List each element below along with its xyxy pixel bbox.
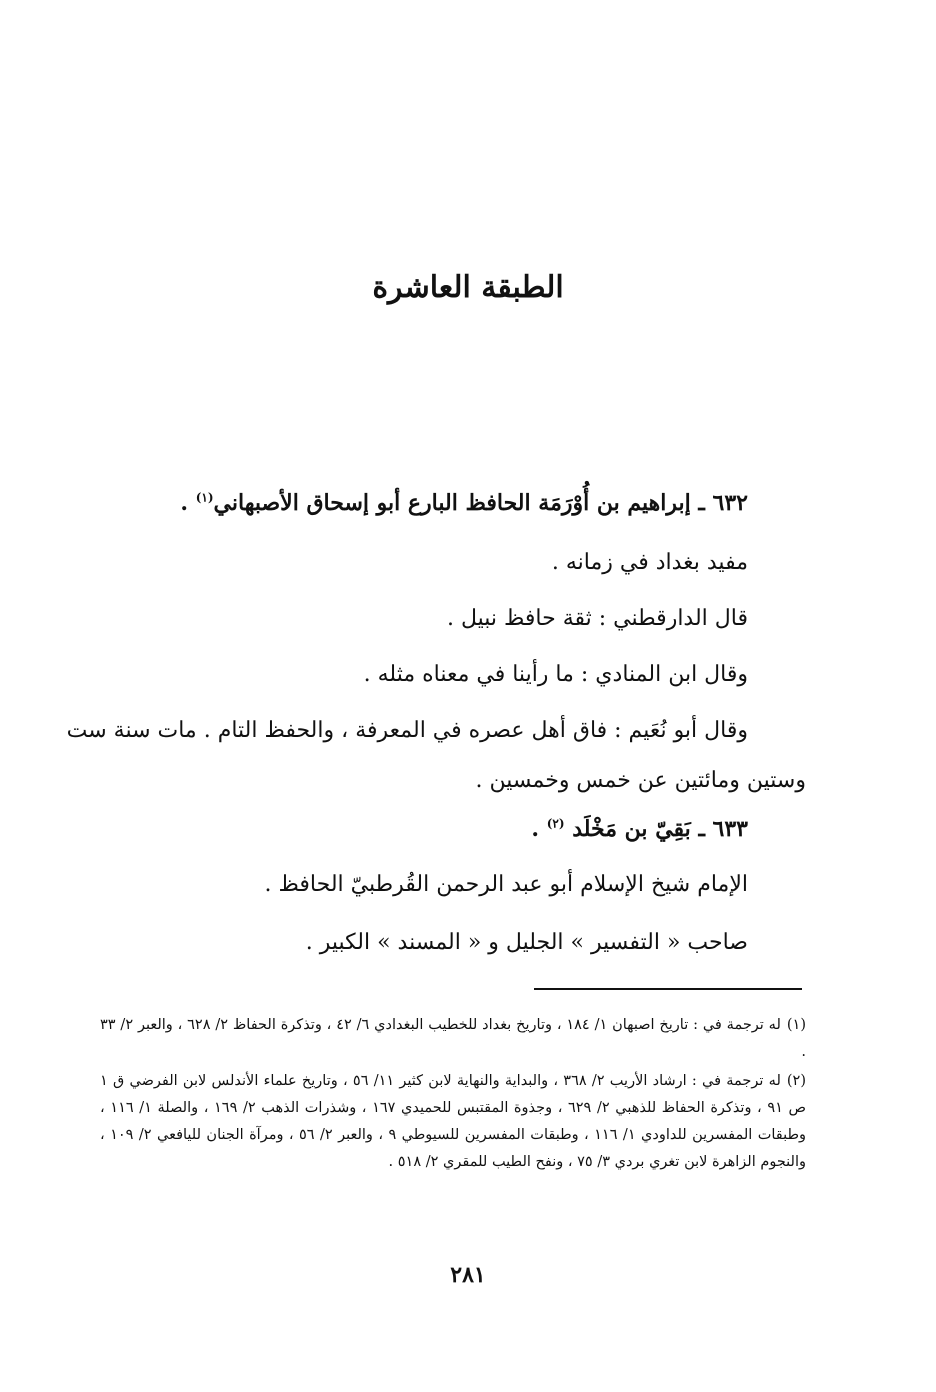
entry-632-line-1: مفيد بغداد في زمانه . bbox=[551, 550, 748, 575]
page-number: ٢٨١ bbox=[450, 1262, 486, 1288]
entry-632-title-text: ٦٣٢ ـ إبراهيم بن أُوْرَمَة الحافظ البارع أبو إسحاق الأصبهاني bbox=[213, 490, 748, 516]
entry-632-line-5: وستين ومائتين عن خمس وخمسين . bbox=[475, 768, 806, 793]
footnote-1-number: (١) bbox=[786, 1017, 807, 1033]
entry-632-line-2: قال الدارقطني : ثقة حافظ نبيل . bbox=[446, 606, 748, 631]
entry-633-title-text: ٦٣٣ ـ بَقِيّ بن مَخْلَد bbox=[572, 816, 748, 842]
entry-632-title bbox=[180, 490, 748, 516]
footnote-1-text: له ترجمة في : تاريخ اصبهان ١/ ١٨٤ ، وتاريخ بغداد للخطيب البغدادي ٦/ ٤٢ ، وتذكرة الحفاظ ٢/ ٦٢٨ ، والعبر ٢/ ٣٣ . bbox=[100, 1017, 806, 1060]
footnote-1 bbox=[100, 1012, 806, 1066]
entry-633-line-1: الإمام شيخ الإسلام أبو عبد الرحمن القُرطبيّ الحافظ . bbox=[264, 872, 748, 897]
footnote-2-text: له ترجمة في : ارشاد الأريب ٢/ ٣٦٨ ، والبداية والنهاية لابن كثير ١١/ ٥٦ ، وتاريخ علماء الأندلس لابن الفرضي ق ١ ص ٩١ ، وتذكرة الحفاظ للذهبي ٢/ ٦٢٩ ، وجذوة المقتبس للحميدي ١٦٧ ، وشذرات الذهب ٢/ ١٦٩ ، والصلة ١/ ١١٦ ، وطبقات المفسرين للداودي ١/ ١١٦ ، وطبقات المفسرين للسيوطي ٩ ، والعبر ٢/ ٥٦ ، ومرآة الجنان لليافعي ٢/ ١٠٩ ، والنجوم الزاهرة لابن تغري بردي ٣/ ٧٥ ، ونفح الطيب للمقري ٢/ ٥١٨ . bbox=[100, 1073, 807, 1170]
entry-633-title bbox=[531, 816, 748, 842]
entry-633-line-2: صاحب « التفسير » الجليل و « المسند » الكبير . bbox=[305, 930, 748, 955]
entry-632-title-end: . bbox=[180, 490, 196, 516]
footnote-separator bbox=[534, 988, 802, 990]
footnote-ref-1: (١) bbox=[195, 490, 214, 505]
footnote-ref-2: (٢) bbox=[546, 816, 565, 831]
chapter-heading: الطبقة العاشرة bbox=[372, 270, 564, 305]
entry-632-line-3: وقال ابن المنادي : ما رأينا في معناه مثله . bbox=[363, 662, 748, 687]
entry-633-title-end: . bbox=[531, 816, 547, 842]
footnote-2-number: (٢) bbox=[786, 1073, 806, 1089]
footnote-2 bbox=[100, 1068, 806, 1176]
entry-632-line-4: وقال أبو نُعَيم : فاق أهل عصره في المعرفة ، والحفظ التام . مات سنة ست bbox=[66, 718, 748, 743]
